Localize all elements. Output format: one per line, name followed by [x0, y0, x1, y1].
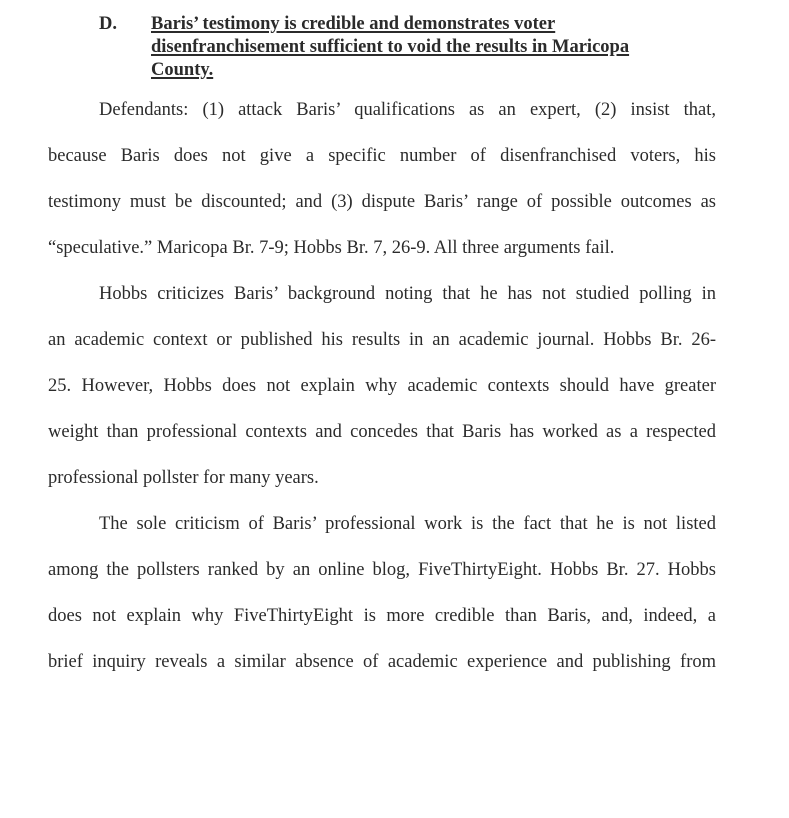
paragraph-line: 25. However, Hobbs does not explain why academic contexts should have greater [48, 376, 716, 396]
paragraph-line: Defendants: (1) attack Baris’ qualifications as an expert, (2) insist that, [99, 100, 716, 120]
heading-line: Baris’ testimony is credible and demonstrates voter [151, 14, 556, 34]
paragraph-line: an academic context or published his results in an academic journal. Hobbs Br. 26- [48, 330, 716, 350]
heading-line: disenfranchisement sufficient to void the results in Maricopa [151, 37, 630, 57]
section-heading-text [151, 13, 681, 82]
paragraph-line: “speculative.” Maricopa Br. 7-9; Hobbs Br. 7, 26-9. All three arguments fail. [48, 238, 615, 258]
paragraph-line: brief inquiry reveals a similar absence of academic experience and publishing from [48, 652, 716, 672]
paragraph-line: professional pollster for many years. [48, 468, 319, 488]
paragraph-line: does not explain why FiveThirtyEight is more credible than Baris, and, indeed, a [48, 606, 716, 626]
paragraph-line: testimony must be discounted; and (3) dispute Baris’ range of possible outcomes as [48, 192, 716, 212]
paragraph-line: Hobbs criticizes Baris’ background noting that he has not studied polling in [99, 284, 716, 304]
paragraph-line: weight than professional contexts and concedes that Baris has worked as a respected [48, 422, 716, 442]
paragraph-line: The sole criticism of Baris’ professional work is the fact that he is not listed [99, 514, 716, 534]
paragraph-line: among the pollsters ranked by an online blog, FiveThirtyEight. Hobbs Br. 27. Hobbs [48, 560, 716, 580]
paragraph-line: because Baris does not give a specific number of disenfranchised voters, his [48, 146, 716, 166]
heading-line: County. [151, 60, 214, 80]
section-letter: D. [99, 14, 117, 34]
